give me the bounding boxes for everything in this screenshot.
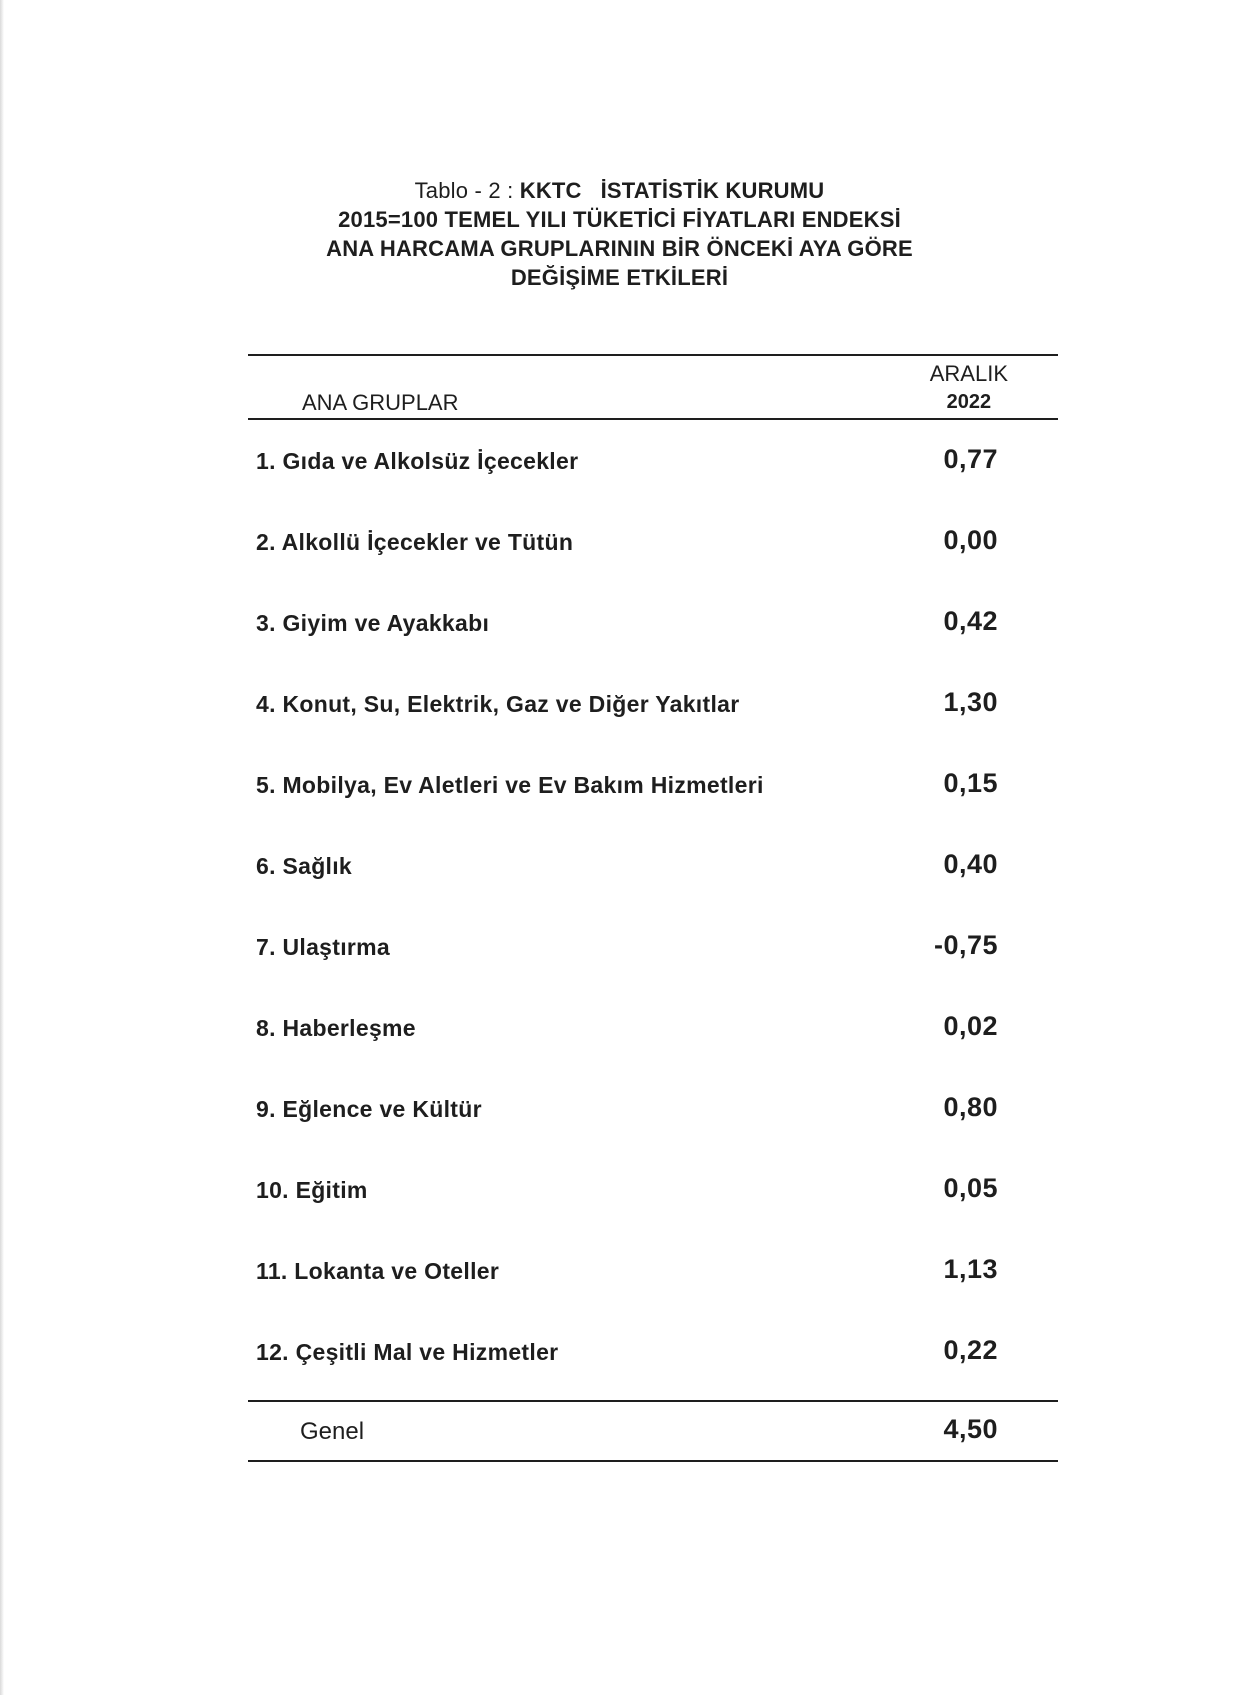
row-value: 1,30 — [943, 687, 998, 717]
row-label: 6. Sağlık — [256, 853, 353, 879]
total-label: Genel — [300, 1418, 365, 1445]
header-year: 2022 — [946, 391, 992, 413]
table-row — [248, 1001, 1058, 1082]
row-label: 2. Alkollü İçecekler ve Tütün — [256, 529, 574, 555]
row-value: 0,42 — [943, 606, 998, 636]
row-label: 5. Mobilya, Ev Aletleri ve Ev Bakım Hizmetleri — [256, 772, 764, 798]
row-value: 0,77 — [943, 444, 998, 474]
row-label: 12. Çeşitli Mal ve Hizmetler — [256, 1339, 559, 1365]
table-row — [248, 596, 1058, 677]
total-value: 4,50 — [943, 1414, 998, 1444]
row-value: 1,13 — [943, 1254, 998, 1284]
row-label: 1. Gıda ve Alkolsüz İçecekler — [256, 448, 579, 474]
table-row — [248, 1325, 1058, 1400]
header-month: ARALIK — [929, 361, 1008, 386]
row-value: 0,40 — [943, 849, 998, 879]
row-label: 4. Konut, Su, Elektrik, Gaz ve Diğer Yakıtlar — [256, 691, 740, 717]
row-value: 0,15 — [943, 768, 998, 798]
table-row — [248, 920, 1058, 1001]
header-groups: ANA GRUPLAR — [302, 390, 459, 415]
title-line-3: ANA HARCAMA GRUPLARININ BİR ÖNCEKİ AYA GÖRE — [326, 236, 913, 261]
total-row — [248, 1402, 1058, 1460]
row-label: 8. Haberleşme — [256, 1015, 416, 1041]
row-label: 3. Giyim ve Ayakkabı — [256, 610, 490, 636]
table-body — [248, 420, 1058, 1400]
cpi-contribution-table — [248, 354, 1058, 1462]
table-header — [248, 356, 1058, 418]
table-row — [248, 1082, 1058, 1163]
table-row — [248, 677, 1058, 758]
row-value: 0,02 — [943, 1011, 998, 1041]
row-value: 0,05 — [943, 1173, 998, 1203]
row-value: -0,75 — [933, 930, 998, 960]
row-label: 10. Eğitim — [256, 1177, 368, 1203]
row-label: 7. Ulaştırma — [256, 934, 390, 960]
table-row — [248, 1244, 1058, 1325]
table-title — [0, 176, 1239, 292]
title-line-2: 2015=100 TEMEL YILI TÜKETİCİ FİYATLARI ENDEKSİ — [338, 207, 901, 232]
header-period — [930, 360, 1008, 416]
title-table-number: Tablo - 2 : — [414, 178, 514, 203]
table-row — [248, 434, 1058, 515]
table-row — [248, 515, 1058, 596]
row-label: 11. Lokanta ve Oteller — [256, 1258, 500, 1284]
table-row — [248, 758, 1058, 839]
table-row — [248, 1163, 1058, 1244]
table-row — [248, 839, 1058, 920]
bottom-rule — [248, 1460, 1058, 1462]
title-line-4: DEĞİŞİME ETKİLERİ — [510, 265, 729, 290]
row-value: 0,80 — [943, 1092, 998, 1122]
title-line-1 — [0, 176, 1239, 205]
title-institution: KKTC İSTATİSTİK KURUMU — [519, 178, 825, 203]
row-label: 9. Eğlence ve Kültür — [256, 1096, 482, 1122]
row-value: 0,00 — [943, 525, 998, 555]
row-value: 0,22 — [943, 1335, 998, 1365]
